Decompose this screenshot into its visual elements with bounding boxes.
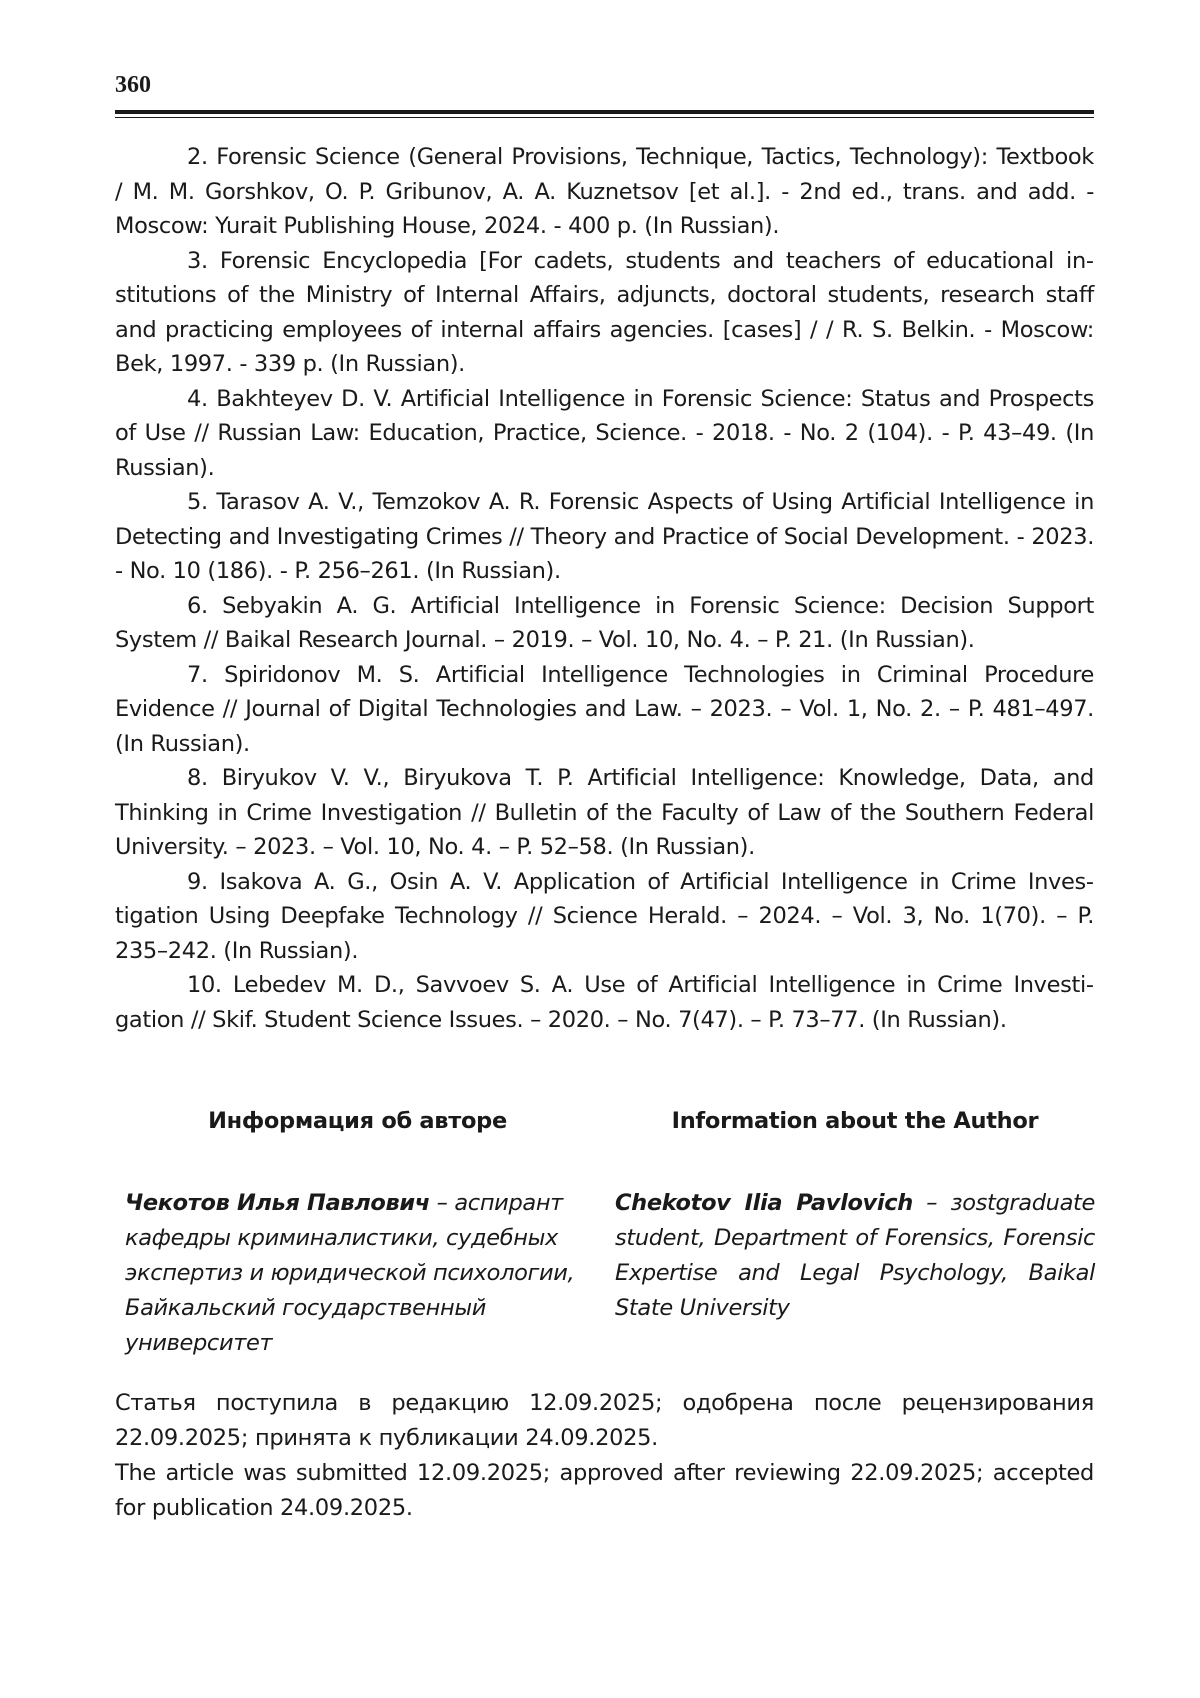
author-heading-ru: Информация об авторе [208, 1108, 507, 1134]
author-bio-en [615, 1186, 1095, 1326]
header-rule-thick [115, 110, 1094, 114]
reference-item: 10. Lebedev M. D., Savvoev S. A. Use of Artificial Intelligence in Crime Investigation // Skif. Student Science Issues. – 2020. – No. 7(47). – P. 73–77. (In Russian). [115, 972, 1094, 1033]
author-name-ru: Чекотов Илья Павлович [125, 1190, 430, 1216]
author-heading-en: Information about the Author [671, 1108, 1039, 1134]
reference-item: 4. Bakhteyev D. V. Artificial Intelligence in Forensic Science: Status and Prospects of Use // Russian Law: Education, Practice, Science. - 2018. - No. 2 (104). - P. 43–49. (In Russian). [115, 385, 1094, 481]
author-name-en: Chekotov Ilia Pavlovich [615, 1190, 913, 1216]
reference-item: 5. Tarasov A. V., Temzokov A. R. Forensic Aspects of Using Artificial Intelligence in Detecting and Investigating Crimes // Theory and Practice of Social Development. - 2023. - No. 10 (186). - P. 256–261. (In Russian). [115, 489, 1094, 584]
article-dates [115, 1386, 1094, 1526]
author-info [125, 1108, 1094, 1358]
reference-item: 8. Biryukov V. V., Biryukova T. P. Artificial Intelligence: Knowledge, Data, and Thinking in Crime Investigation // Bulletin of the Faculty of Law of the Southern Federal University. – 2023. – Vol. 10, No. 4. – P. 52–58. (In Russian). [115, 765, 1094, 860]
reference-item: 7. Spiridonov M. S. Artificial Intelligence Technologies in Criminal Procedure Evidence // Journal of Digital Technologies and Law. – 2023. – Vol. 1, No. 2. – P. 481–497. (In Russian). [115, 661, 1094, 757]
author-details-en: – зostgraduate student, Department of Forensics, Forensic Expertise and Legal Psychology, Baikal State University [615, 1190, 1095, 1321]
reference-list [115, 140, 1094, 1037]
header-rule-thin [115, 117, 1094, 118]
reference-item: 6. Sebyakin A. G. Artificial Intelligence in Forensic Science: Decision Support System // Baikal Research Journal. – 2019. – Vol. 10, No. 4. – P. 21. (In Russian). [115, 592, 1094, 653]
article-dates-ru: Статья поступила в редакцию 12.09.2025; одобрена после рецензирования 22.09.2025; принята к публикации 24.09.2025. [115, 1390, 1094, 1451]
page-number: 360 [115, 72, 151, 98]
reference-item: 2. Forensic Science (General Provisions, Technique, Tactics, Technology): Textbook / M. M. Gorshkov, O. P. Gribunov, A. A. Kuznetsov [et al.]. - 2nd ed., trans. and add. - Moscow: Yurait Publishing House, 2024. - 400 p. (In Russian). [115, 144, 1094, 239]
article-dates-en: The article was submitted 12.09.2025; approved after reviewing 22.09.2025; accepted for publication 24.09.2025. [115, 1460, 1094, 1521]
reference-item: 3. Forensic Encyclopedia [For cadets, students and teachers of educational institutions of the Ministry of Internal Affairs, adjuncts, doctoral students, research staff and practicing employees of internal affairs agencies. [cases] / / R. S. Belkin. - Moscow: Bek, 1997. - 339 p. (In Russian). [115, 247, 1094, 377]
author-info-ru [125, 1108, 590, 1361]
author-info-en [615, 1108, 1095, 1326]
reference-item: 9. Isakova A. G., Osin A. V. Application of Artificial Intelligence in Crime Investigation Using Deepfake Technology // Science Herald. – 2024. – Vol. 3, No. 1(70). – P. 235–242. (In Russian). [115, 868, 1094, 964]
author-bio-ru [125, 1186, 590, 1361]
author-details-ru: – аспирант кафедры криминалистики, судебных экспертиз и юридической психологии, Байкальский государственный университет [125, 1190, 575, 1356]
